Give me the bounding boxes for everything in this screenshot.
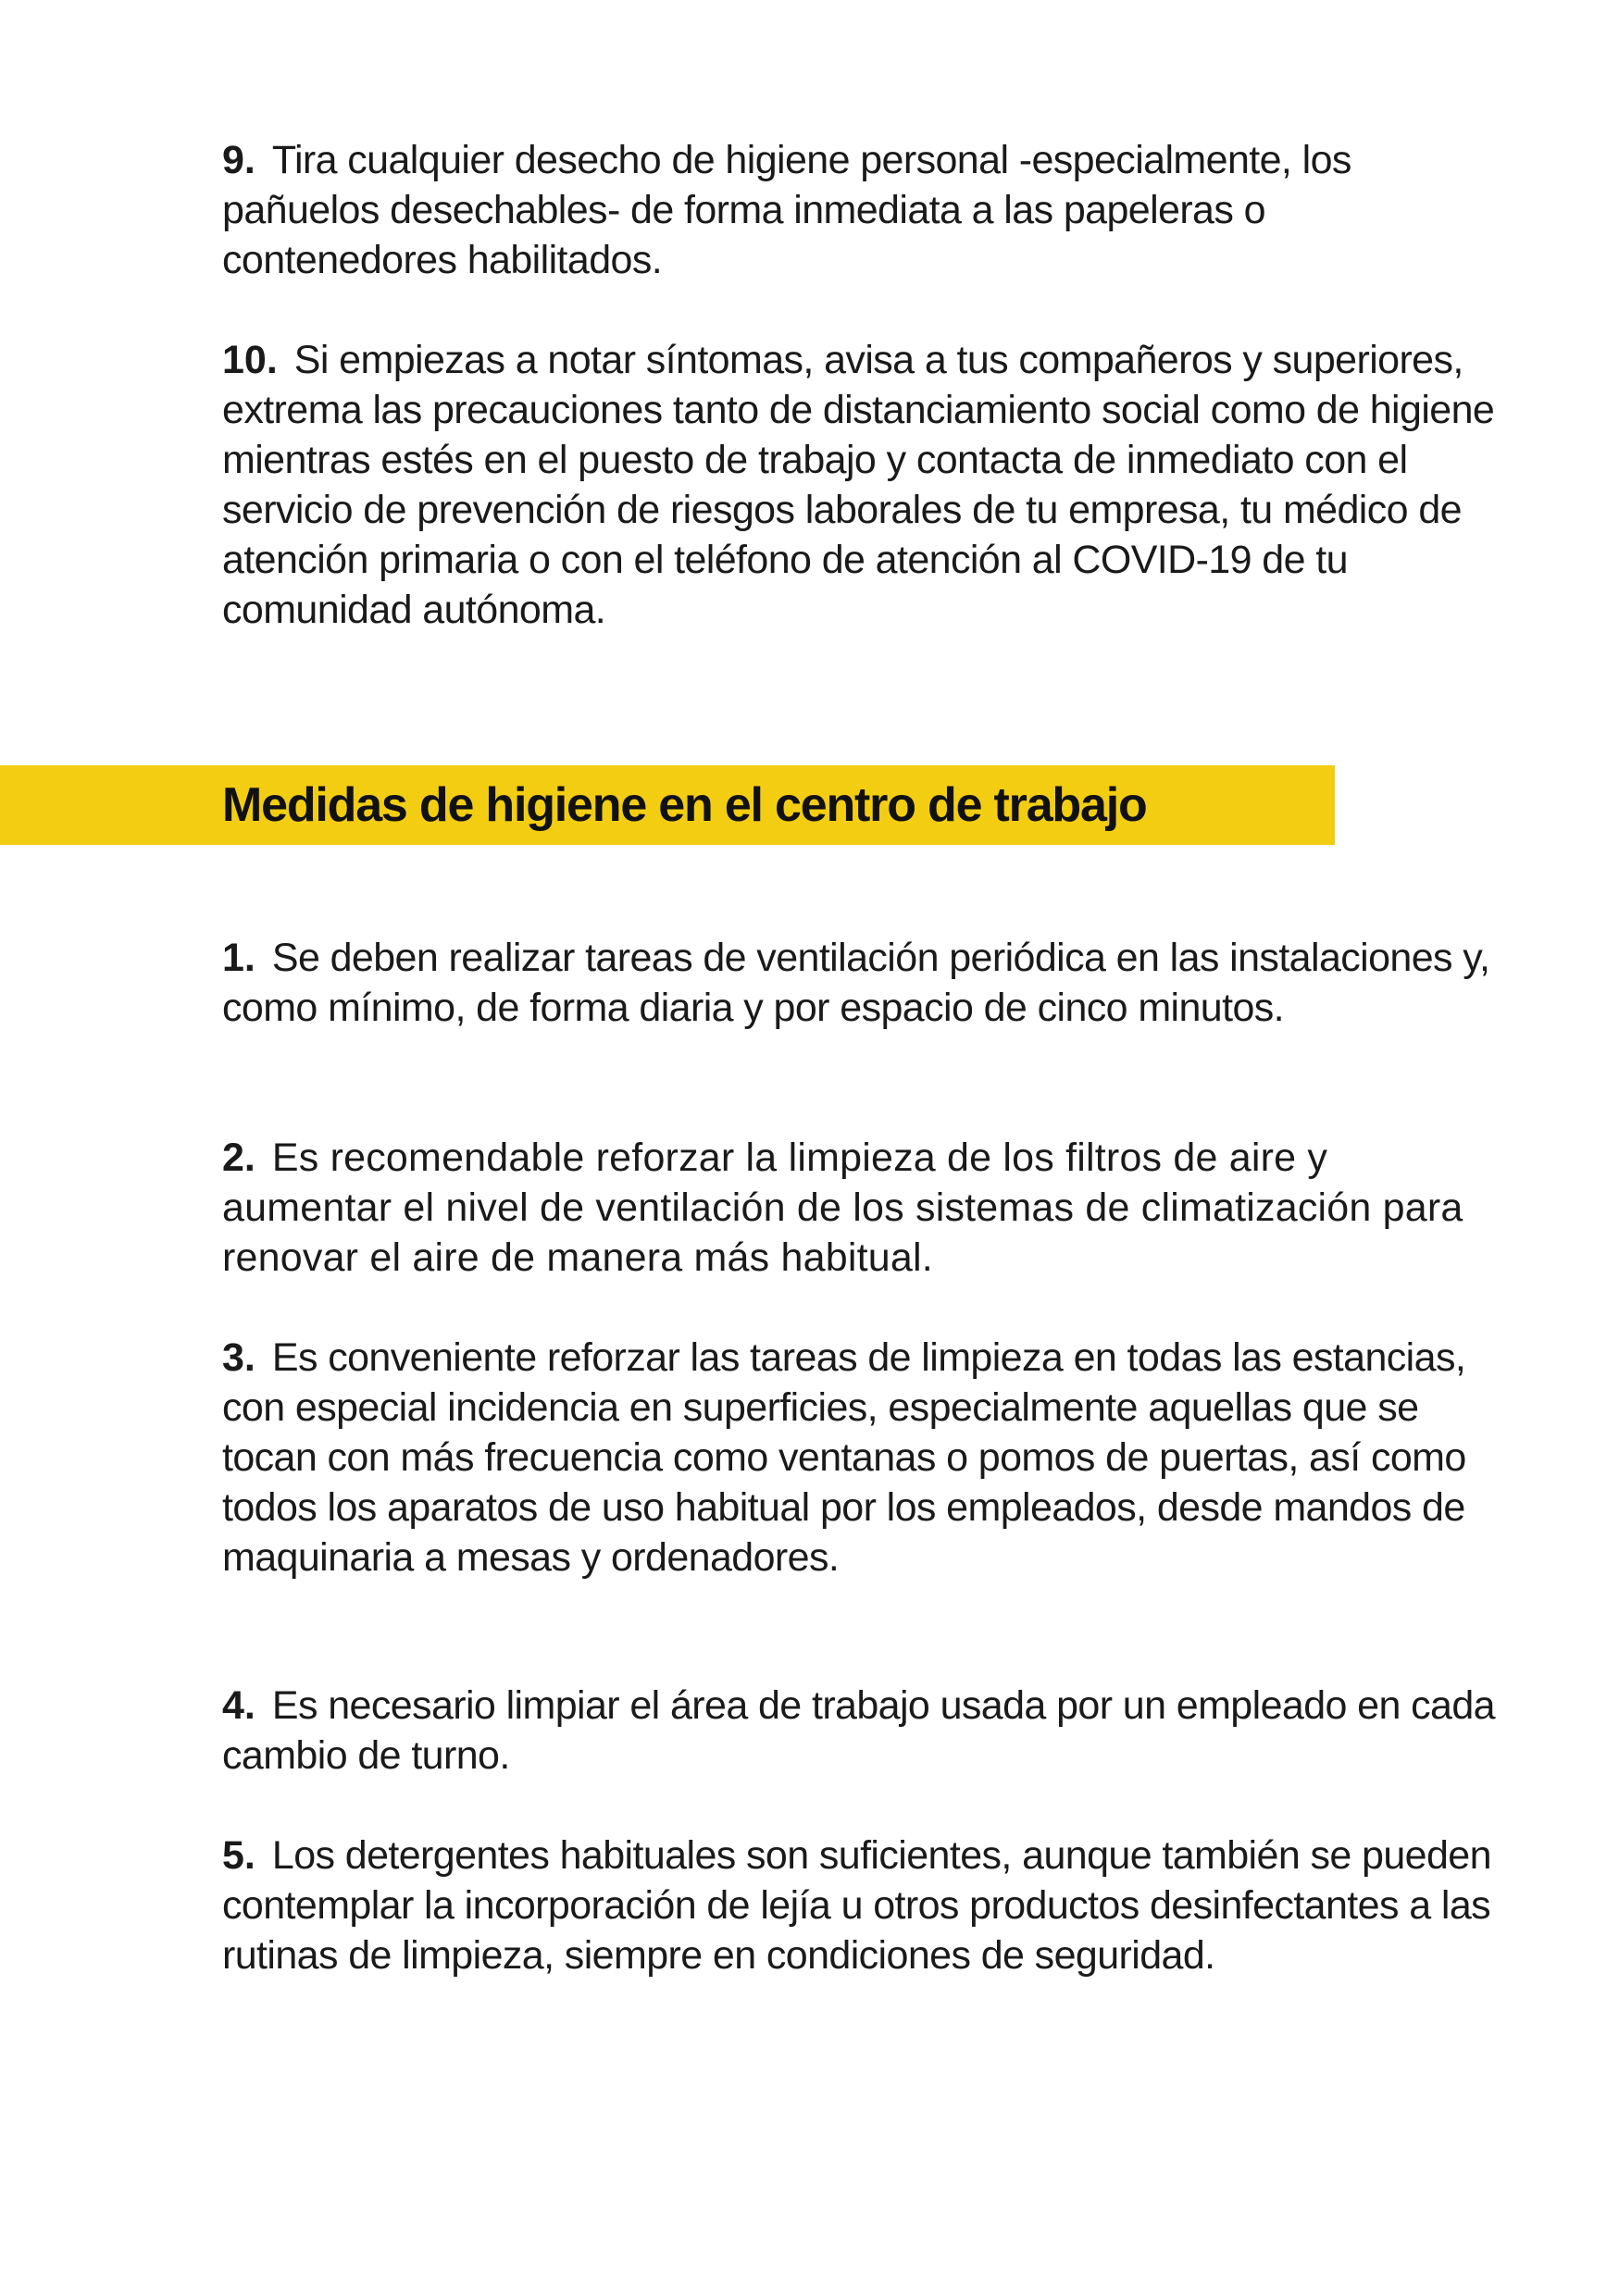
item-number: 3. — [222, 1335, 255, 1380]
item-text: Si empiezas a notar síntomas, avisa a tus compañeros y superiores, extrema las precauciones tanto de distanciamiento social como de higiene mientras estés en el puesto de trabajo y contacta de inmediato con el servicio de prevención de riesgos laborales de tu empresa, tu médico de atención primaria o con el teléfono de atención al COVID-19 de tu comunidad autónoma. — [222, 338, 1495, 632]
list-item-10 — [222, 335, 1500, 635]
item-number: 4. — [222, 1683, 255, 1728]
item-text: Es conveniente reforzar las tareas de limpieza en todas las estancias, con especial incidencia en superficies, especialmente aquellas que se tocan con más frecuencia como ventanas o pomos de puertas, así como todos los aparatos de uso habitual por los empleados, desde mandos de maquinaria a mesas y ordenadores. — [222, 1335, 1466, 1580]
list-item-9 — [222, 135, 1500, 285]
item-text: Es recomendable reforzar la limpieza de los filtros de aire y aumentar el nivel de ventilación de los sistemas de climatización para renovar el aire de manera más habitual. — [222, 1136, 1463, 1280]
section-title: Medidas de higiene en el centro de trabajo — [222, 778, 1147, 832]
list-item-5 — [222, 1831, 1500, 1980]
item-number: 2. — [222, 1136, 255, 1180]
list-item-4 — [222, 1681, 1500, 1781]
section-banner — [0, 765, 1335, 845]
item-number: 9. — [222, 138, 255, 182]
item-number: 1. — [222, 936, 255, 980]
item-text: Se deben realizar tareas de ventilación periódica en las instalaciones y, como mínimo, de forma diaria y por espacio de cinco minutos. — [222, 936, 1490, 1030]
item-text: Tira cualquier desecho de higiene personal -especialmente, los pañuelos desechables- de forma inmediata a las papeleras o contenedores habilitados. — [222, 138, 1351, 282]
item-number: 5. — [222, 1833, 255, 1878]
item-number: 10. — [222, 338, 278, 382]
list-item-3 — [222, 1333, 1500, 1582]
item-text: Es necesario limpiar el área de trabajo usada por un empleado en cada cambio de turno. — [222, 1683, 1495, 1778]
list-item-1 — [222, 933, 1500, 1033]
list-item-2 — [222, 1133, 1500, 1283]
item-text: Los detergentes habituales son suficientes, aunque también se pueden contemplar la incorporación de lejía u otros productos desinfectantes a las rutinas de limpieza, siempre en condiciones de seguridad. — [222, 1833, 1491, 1978]
